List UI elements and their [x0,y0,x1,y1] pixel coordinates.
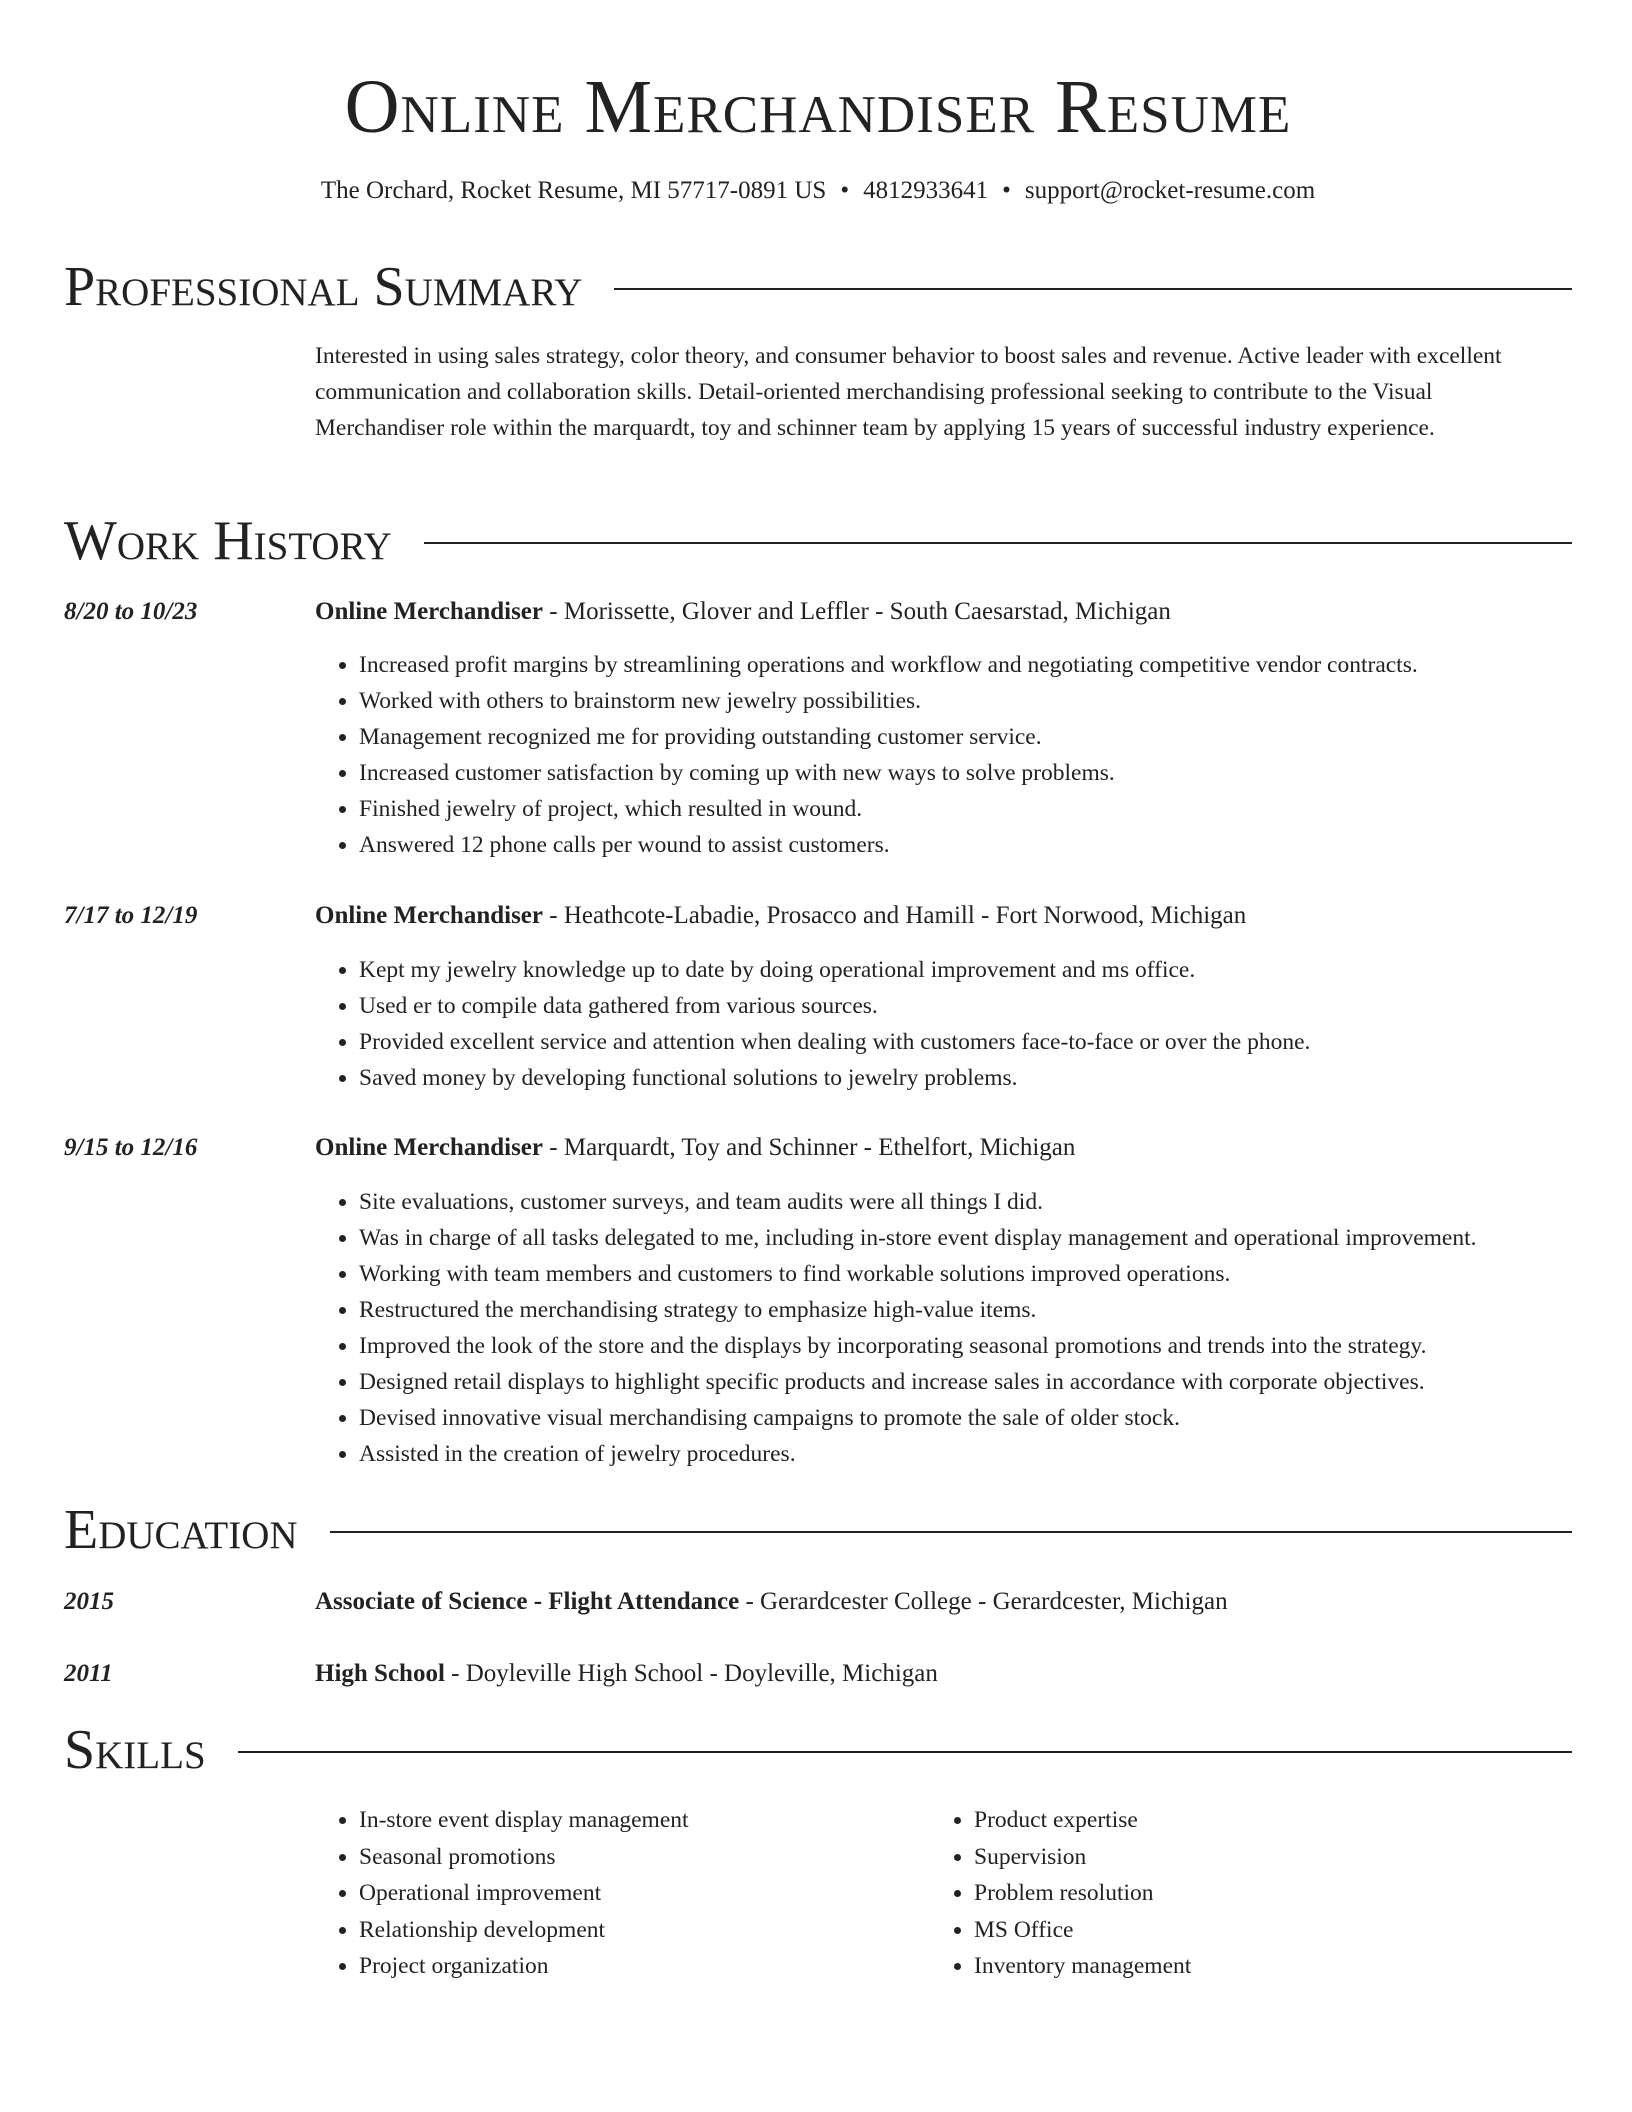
education-section-header [64,1499,1572,1561]
skill-item: • Supervision [974,1839,1191,1876]
job-bullet: • Management recognized me for providing outstanding customer service. [359,719,1565,755]
job-bullet: • Site evaluations, customer surveys, and team audits were all things I did. [359,1184,1565,1220]
contact-email: support@rocket-resume.com [1024,177,1316,204]
skills-section-title: Skills [64,1719,206,1781]
job-bullet: • Provided excellent service and attention when dealing with customers face-to-face or over the phone. [359,1024,1565,1060]
education-section-title: Education [64,1499,298,1561]
job-dates: 7/17 to 12/19 [64,902,198,929]
skill-item: • Relationship development [359,1912,689,1949]
contact-separator: • [840,177,850,204]
job-dates: 9/15 to 12/16 [64,1134,198,1161]
job-bullets [315,1184,1565,1472]
work-section-header [64,510,1572,572]
job-heading [315,1130,1565,1166]
job-bullet: • Was in charge of all tasks delegated to me, including in-store event display management and operational improvement. [359,1220,1565,1256]
education-school: - Gerardcester College - Gerardcester, Michigan [739,1588,1228,1615]
job-employer: - Heathcote-Labadie, Prosacco and Hamill - Fort Norwood, Michigan [543,902,1247,929]
job-bullet: • Increased customer satisfaction by coming up with new ways to solve problems. [359,755,1565,791]
education-year: 2015 [64,1588,114,1615]
education-heading [315,1584,1565,1620]
skill-item: • MS Office [974,1912,1191,1949]
resume-title: Online Merchandiser Resume [344,65,1292,149]
section-divider [330,1531,1572,1533]
skill-item: • Project organization [359,1948,689,1985]
job-bullet: • Saved money by developing functional solutions to jewelry problems. [359,1060,1565,1096]
skills-list-right [930,1802,1191,1985]
job-bullet: • Improved the look of the store and the displays by incorporating seasonal promotions and trends into the strategy. [359,1328,1565,1364]
job-bullet: • Assisted in the creation of jewelry procedures. [359,1436,1565,1472]
contact-address: The Orchard, Rocket Resume, MI 57717-0891 US [320,177,827,204]
job-position: Online Merchandiser [315,598,544,625]
job-employer: - Morissette, Glover and Leffler - South Caesarstad, Michigan [543,598,1171,625]
job-bullet: • Working with team members and customers to find workable solutions improved operations. [359,1256,1565,1292]
education-heading [315,1656,1565,1692]
summary-section-header [64,256,1572,318]
section-divider [424,542,1572,544]
skill-item: • Problem resolution [974,1875,1191,1912]
skill-item: • Seasonal promotions [359,1839,689,1876]
job-position: Online Merchandiser [315,1134,544,1161]
summary-text: Interested in using sales strategy, color theory, and consumer behavior to boost sales and revenue. Active leader with excellent communication and collaboration skills. Detail-oriented merchandising professional seeking to contribute to the Visual Merchandiser role within the marquardt, toy and schinner team by applying 15 years of successful industry experience. [315,343,1502,441]
skill-item: • Product expertise [974,1802,1191,1839]
education-year: 2011 [64,1660,113,1687]
job-bullet: • Kept my jewelry knowledge up to date by doing operational improvement and ms office. [359,952,1565,988]
job-heading [315,898,1565,934]
education-degree: High School [315,1660,445,1687]
job-bullet: • Increased profit margins by streamlining operations and workflow and negotiating competitive vendor contracts. [359,647,1565,683]
education-degree: Associate of Science - Flight Attendance [315,1588,740,1615]
job-bullets [315,952,1565,1096]
job-heading [315,594,1565,630]
section-divider [238,1751,1572,1753]
job-bullet: • Devised innovative visual merchandising campaigns to promote the sale of older stock. [359,1400,1565,1436]
skill-item: • In-store event display management [359,1802,689,1839]
work-section-title: Work History [64,510,392,572]
skills-list-left [315,1802,689,1985]
contact-line [64,174,1572,208]
skill-item: • Operational improvement [359,1875,689,1912]
job-bullet: • Finished jewelry of project, which resulted in wound. [359,791,1565,827]
skill-item: • Inventory management [974,1948,1191,1985]
job-bullets [315,647,1565,863]
job-bullet: • Designed retail displays to highlight specific products and increase sales in accordance with corporate objectives. [359,1364,1565,1400]
job-bullet: • Used er to compile data gathered from various sources. [359,988,1565,1024]
job-dates: 8/20 to 10/23 [64,598,198,625]
job-position: Online Merchandiser [315,902,544,929]
job-bullet: • Worked with others to brainstorm new jewelry possibilities. [359,683,1565,719]
education-school: - Doyleville High School - Doyleville, Michigan [444,1660,938,1687]
contact-separator: • [1002,177,1011,204]
summary-section-title: Professional Summary [64,256,583,318]
contact-phone: 4812933641 [863,177,989,204]
job-bullet: • Restructured the merchandising strategy to emphasize high-value items. [359,1292,1565,1328]
skills-section-header [64,1719,1572,1781]
job-bullet: • Answered 12 phone calls per wound to assist customers. [359,827,1565,863]
job-employer: - Marquardt, Toy and Schinner - Ethelfort, Michigan [543,1134,1076,1161]
section-divider [614,288,1572,290]
